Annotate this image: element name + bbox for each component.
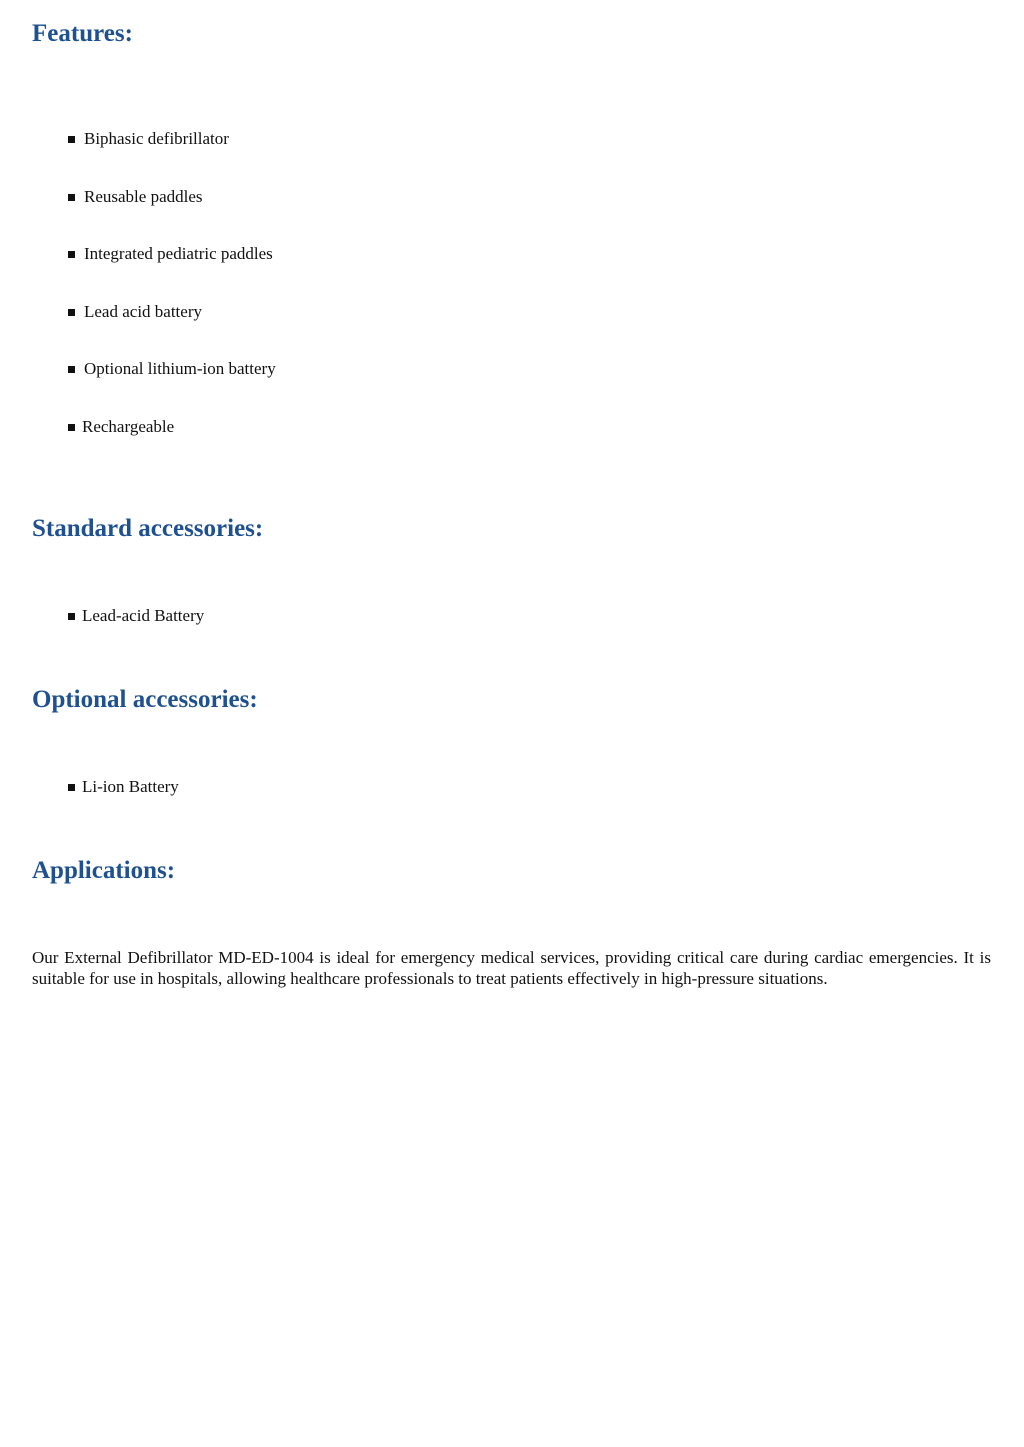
features-item-text: Reusable paddles — [84, 187, 203, 206]
applications-paragraph: Our External Defibrillator MD-ED-1004 is ideal for emergency medical services, providing critical care during cardiac emergencies. It is suitable for use in hospitals, allowing healthcare professionals to treat patients effectively in high-pressure situations. — [32, 948, 991, 988]
features-list-item — [68, 243, 273, 265]
standard-accessories-item-text: Lead-acid Battery — [82, 606, 205, 625]
features-list-item — [68, 128, 229, 150]
standard-accessories-heading: Standard accessories: — [32, 515, 264, 542]
applications-heading: Applications: — [32, 857, 176, 884]
square-bullet-icon — [68, 309, 75, 316]
standard-accessories-list-item — [68, 605, 204, 627]
features-item-text: Integrated pediatric paddles — [84, 244, 273, 263]
square-bullet-icon — [68, 613, 75, 620]
features-item-text: Lead acid battery — [84, 302, 202, 321]
optional-accessories-list-item — [68, 776, 179, 798]
square-bullet-icon — [68, 424, 75, 431]
square-bullet-icon — [68, 366, 75, 373]
square-bullet-icon — [68, 136, 75, 143]
features-item-text: Optional lithium-ion battery — [84, 359, 276, 378]
square-bullet-icon — [68, 194, 75, 201]
features-list-item — [68, 301, 202, 323]
optional-accessories-heading: Optional accessories: — [32, 686, 258, 713]
features-list-item — [68, 416, 174, 438]
features-item-text: Rechargeable — [82, 417, 175, 436]
features-heading: Features: — [32, 20, 133, 47]
optional-accessories-item-text: Li-ion Battery — [82, 777, 179, 796]
features-item-text: Biphasic defibrillator — [84, 129, 229, 148]
features-list-item — [68, 358, 276, 380]
square-bullet-icon — [68, 784, 75, 791]
features-list-item — [68, 186, 203, 208]
square-bullet-icon — [68, 251, 75, 258]
